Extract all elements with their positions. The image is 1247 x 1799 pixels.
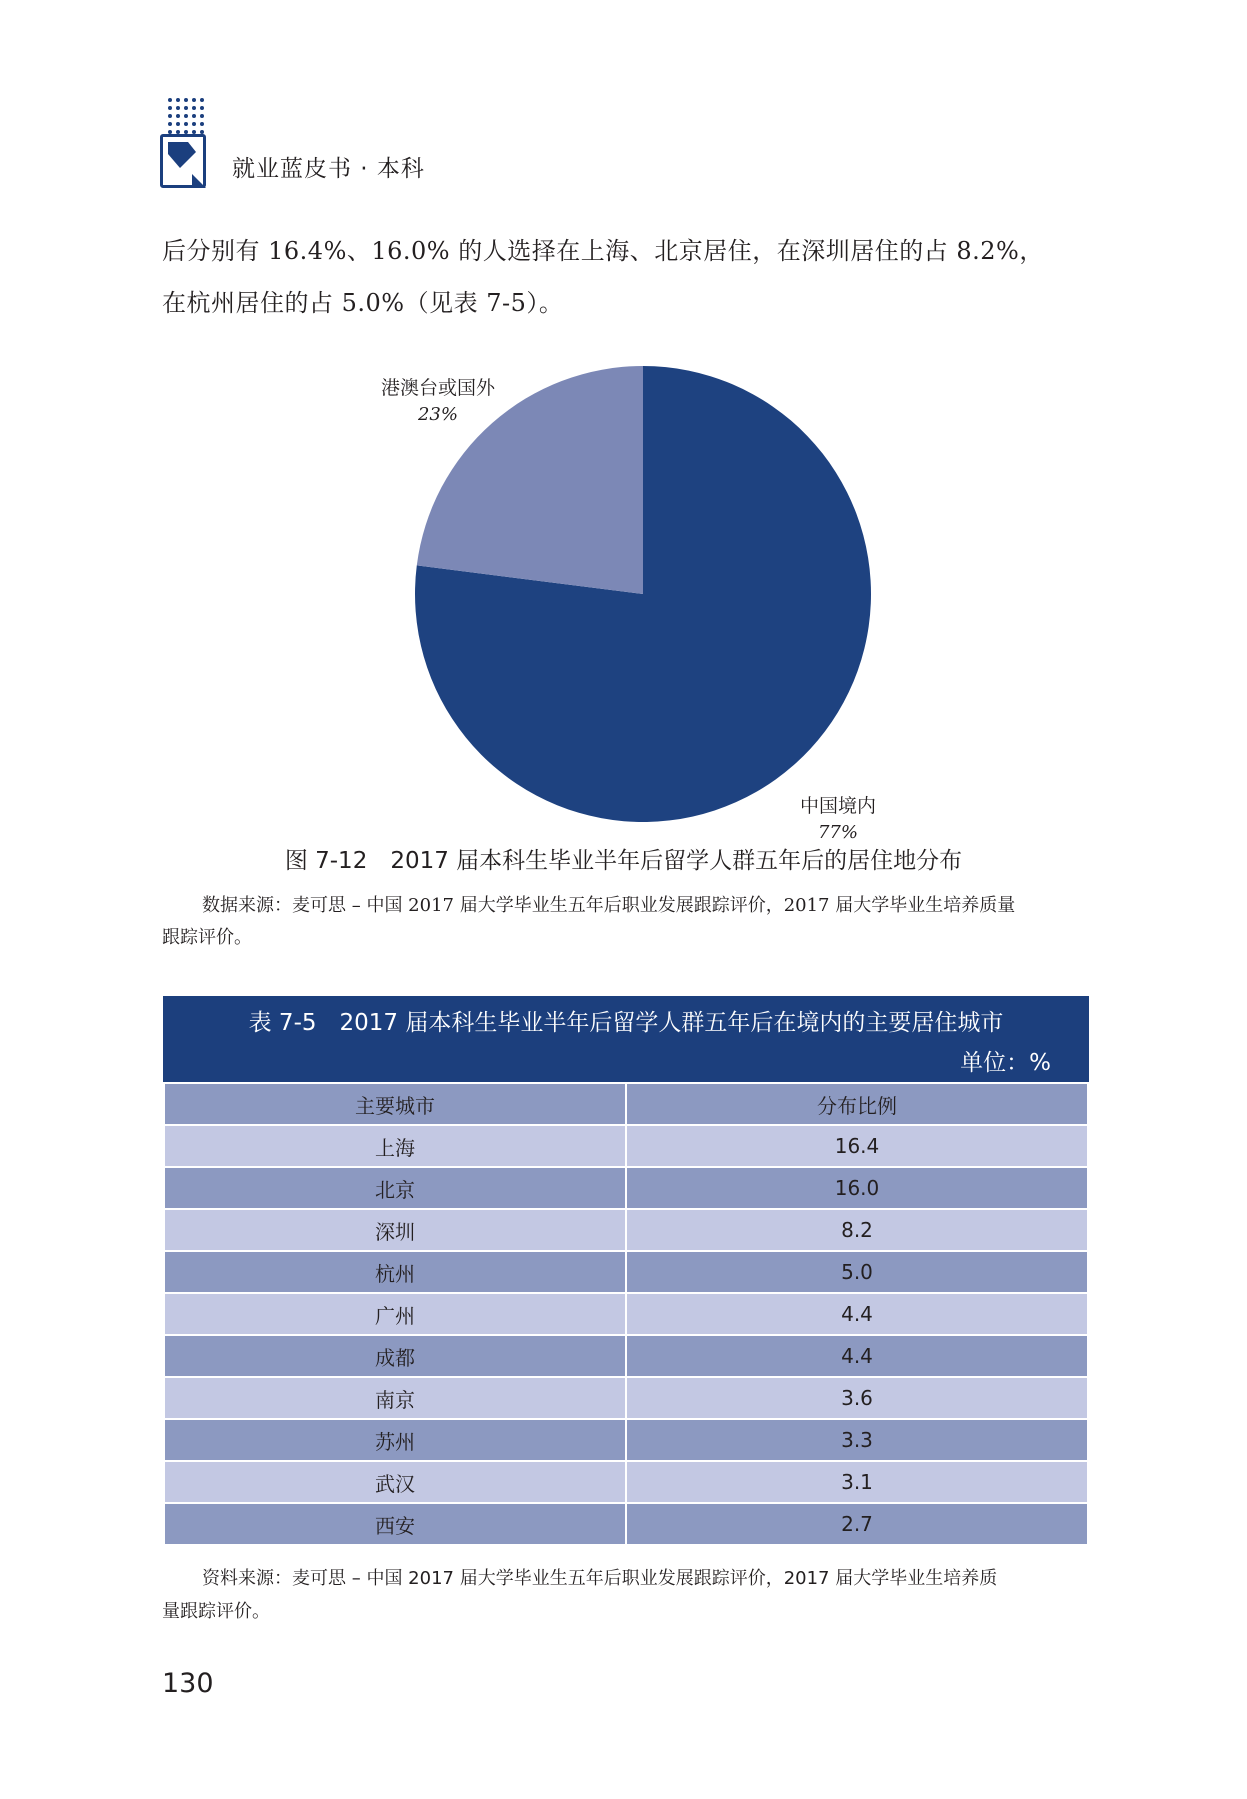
logo-dot — [184, 114, 188, 118]
column-header-share: 分布比例 — [626, 1083, 1088, 1125]
table-cell-city: 西安 — [164, 1503, 626, 1545]
body-line-1: 后分别有 16.4%、16.0% 的人选择在上海、北京居住，在深圳居住的占 8.2%， — [162, 237, 1044, 265]
pie-value-label-1: 23% — [417, 404, 459, 425]
table-cell-share: 3.3 — [626, 1419, 1088, 1461]
table-source-line-2: 量跟踪评价。 — [162, 1601, 270, 1622]
logo-dot — [192, 106, 196, 110]
table-cell-city: 北京 — [164, 1167, 626, 1209]
logo-dot — [176, 122, 180, 126]
logo-dot — [176, 114, 180, 118]
table-cell-share: 4.4 — [626, 1293, 1088, 1335]
logo-dot — [192, 122, 196, 126]
pie-value-label-0: 77% — [817, 822, 859, 843]
page-number: 130 — [162, 1668, 214, 1699]
logo-dot — [200, 98, 204, 102]
logo-dot — [200, 122, 204, 126]
table-cell-share: 16.4 — [626, 1125, 1088, 1167]
logo-dot — [192, 114, 196, 118]
table-row — [164, 1461, 1088, 1503]
table-unit: 单位：% — [960, 1050, 1051, 1076]
logo-dot — [184, 122, 188, 126]
table-header-band — [163, 996, 1089, 1082]
data-table — [163, 1082, 1089, 1546]
pie-label-0: 中国境内 — [799, 795, 877, 817]
table-row — [164, 1167, 1088, 1209]
body-paragraph — [162, 225, 1092, 329]
table-row — [164, 1209, 1088, 1251]
pie-chart — [0, 350, 1247, 843]
logo-dot — [168, 98, 172, 102]
figure-source-line-1: 数据来源：麦可思 – 中国 2017 届大学毕业生五年后职业发展跟踪评价，2017 届大学毕业生培养质量 — [202, 895, 1016, 916]
table-cell-share: 4.4 — [626, 1335, 1088, 1377]
table-cell-share: 3.6 — [626, 1377, 1088, 1419]
table-cell-share: 3.1 — [626, 1461, 1088, 1503]
logo-dot — [184, 106, 188, 110]
logo-dots-icon — [168, 92, 208, 134]
table-row — [164, 1293, 1088, 1335]
table-row — [164, 1503, 1088, 1545]
table-cell-city: 南京 — [164, 1377, 626, 1419]
logo-dot — [168, 122, 172, 126]
table-source-note — [162, 1562, 1092, 1628]
city-table — [163, 996, 1089, 1546]
table-cell-city: 武汉 — [164, 1461, 626, 1503]
column-header-city: 主要城市 — [164, 1083, 626, 1125]
table-cell-share: 2.7 — [626, 1503, 1088, 1545]
running-header — [160, 92, 760, 202]
table-cell-city: 苏州 — [164, 1419, 626, 1461]
table-row — [164, 1377, 1088, 1419]
table-cell-city: 上海 — [164, 1125, 626, 1167]
figure-caption: 图 7-12 2017 届本科生毕业半年后留学人群五年后的居住地分布 — [284, 848, 963, 874]
table-row — [164, 1125, 1088, 1167]
logo-dot — [200, 106, 204, 110]
logo-dot — [200, 114, 204, 118]
logo-dot — [168, 114, 172, 118]
logo-dot — [176, 98, 180, 102]
table-column-header-row — [164, 1083, 1088, 1125]
table-source-line-1: 资料来源：麦可思 – 中国 2017 届大学毕业生五年后职业发展跟踪评价，2017 届大学毕业生培养质 — [202, 1568, 998, 1589]
table-cell-share: 8.2 — [626, 1209, 1088, 1251]
table-title: 表 7-5 2017 届本科生毕业半年后留学人群五年后在境内的主要居住城市 — [248, 1010, 1004, 1036]
pie-label-1: 港澳台或国外 — [380, 377, 496, 399]
logo-dot — [168, 106, 172, 110]
bluebook-logo-icon — [160, 134, 206, 188]
body-line-2: 在杭州居住的占 5.0%（见表 7-5）。 — [162, 289, 564, 317]
table-cell-share: 16.0 — [626, 1167, 1088, 1209]
figure-source-line-2: 跟踪评价。 — [162, 927, 252, 948]
pie-slice-1 — [417, 366, 643, 594]
logo-dot — [192, 98, 196, 102]
table-cell-city: 深圳 — [164, 1209, 626, 1251]
header-title: 就业蓝皮书 · 本科 — [232, 156, 425, 182]
table-cell-share: 5.0 — [626, 1251, 1088, 1293]
table-cell-city: 成都 — [164, 1335, 626, 1377]
table-row — [164, 1419, 1088, 1461]
figure-source-note — [162, 890, 1092, 954]
table-row — [164, 1251, 1088, 1293]
table-cell-city: 杭州 — [164, 1251, 626, 1293]
table-cell-city: 广州 — [164, 1293, 626, 1335]
table-row — [164, 1335, 1088, 1377]
logo-dot — [176, 106, 180, 110]
logo-dot — [184, 98, 188, 102]
